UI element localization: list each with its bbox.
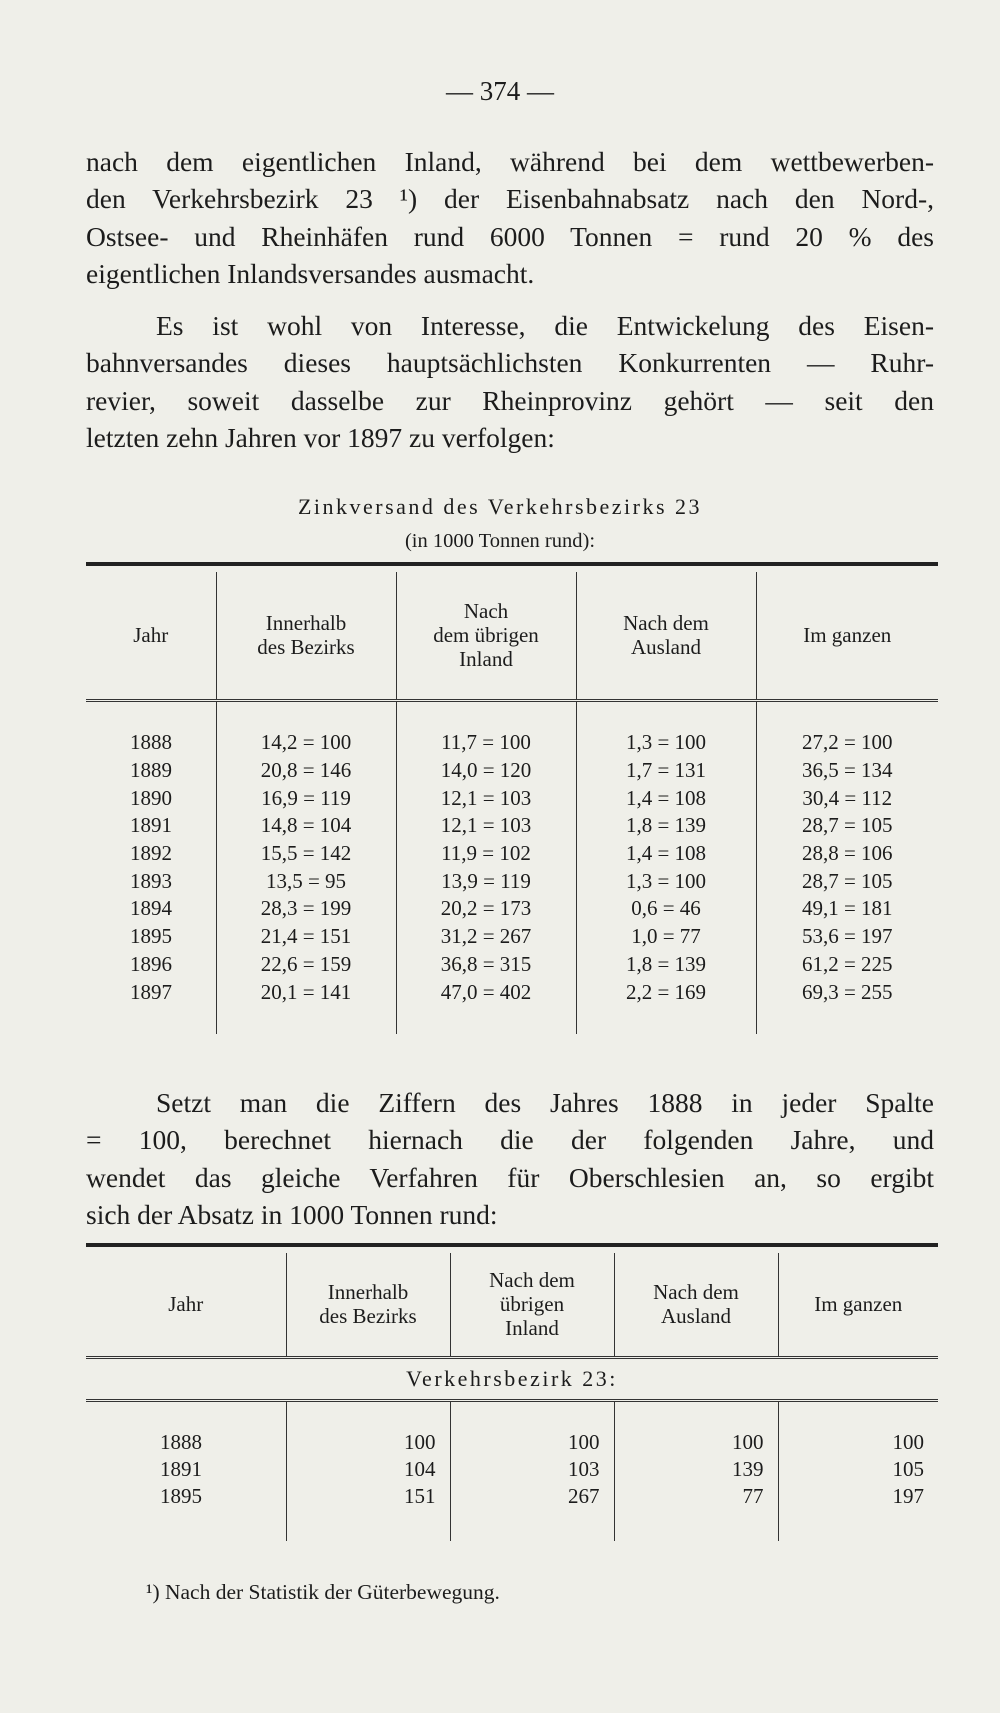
cell: 28,7 = 105	[756, 868, 938, 896]
cell: 27,2 = 100	[756, 729, 938, 757]
text-line: Ostsee- und Rheinhäfen rund 6000 Tonnen = rund 20 % des	[86, 220, 934, 252]
cell: 12,1 = 103	[396, 812, 576, 840]
cell: 267	[450, 1483, 614, 1510]
cell: 20,2 = 173	[396, 895, 576, 923]
cell: 1890	[130, 785, 172, 810]
text-line: Setzt man die Ziffern des Jahres 1888 in jeder Spalte	[156, 1087, 934, 1118]
cell: 31,2 = 267	[396, 923, 576, 951]
cell: 1895	[130, 924, 172, 949]
text-line: letzten zehn Jahren vor 1897 zu verfolgen:	[86, 422, 555, 454]
cell: 14,0 = 120	[396, 757, 576, 785]
header-im-ganzen: Im ganzen	[756, 572, 938, 700]
text-line: = 100, berechnet hiernach die der folgenden Jahre, und	[86, 1124, 934, 1156]
text-line: sich der Absatz in 1000 Tonnen rund:	[86, 1199, 498, 1231]
cell: 28,3 = 199	[216, 895, 396, 923]
cell: 22,6 = 159	[216, 951, 396, 979]
cell: 49,1 = 181	[756, 895, 938, 923]
cell: 1897	[130, 979, 172, 1004]
cell: 1888	[130, 730, 172, 755]
cell: 16,9 = 119	[216, 785, 396, 813]
cell: 1896	[130, 951, 172, 976]
header-jahr: Jahr	[168, 1292, 204, 1317]
header-uebrigen-inland: Nach dem übrigen Inland	[450, 1253, 614, 1357]
cell: 77	[614, 1483, 778, 1510]
paragraph-2	[86, 307, 934, 457]
cell: 103	[450, 1456, 614, 1483]
table-row	[86, 868, 938, 896]
table-row	[86, 840, 938, 868]
cell: 1,0 = 77	[576, 923, 756, 951]
table1-caption: Zinkversand des Verkehrsbezirks 23	[297, 494, 703, 519]
cell: 13,5 = 95	[216, 868, 396, 896]
cell: 1888	[160, 1429, 202, 1454]
cell: 104	[286, 1456, 450, 1483]
table-row	[86, 979, 938, 1007]
cell: 36,5 = 134	[756, 757, 938, 785]
cell: 139	[614, 1456, 778, 1483]
text-line: den Verkehrsbezirk 23 ¹) der Eisenbahnabsatz nach den Nord-,	[86, 183, 934, 215]
cell: 14,2 = 100	[216, 729, 396, 757]
cell: 47,0 = 402	[396, 979, 576, 1007]
table-row	[86, 923, 938, 951]
cell: 20,8 = 146	[216, 757, 396, 785]
table-row	[86, 1456, 938, 1483]
cell: 30,4 = 112	[756, 785, 938, 813]
zinc-shipment-table	[86, 562, 938, 1034]
cell: 1,4 = 108	[576, 840, 756, 868]
table1-subcaption: (in 1000 Tonnen rund):	[404, 530, 596, 552]
cell: 1895	[160, 1484, 202, 1509]
paragraph-3	[86, 1084, 934, 1234]
cell: 151	[286, 1483, 450, 1510]
cell: 1,3 = 100	[576, 868, 756, 896]
cell: 28,8 = 106	[756, 840, 938, 868]
header-uebrigen-inland: Nach dem übrigen Inland	[396, 572, 576, 700]
cell: 100	[450, 1429, 614, 1456]
cell: 28,7 = 105	[756, 812, 938, 840]
cell: 14,8 = 104	[216, 812, 396, 840]
cell: 105	[778, 1456, 938, 1483]
cell: 36,8 = 315	[396, 951, 576, 979]
cell: 11,7 = 100	[396, 729, 576, 757]
table-row	[86, 1483, 938, 1510]
header-ausland: Nach dem Ausland	[576, 572, 756, 700]
paragraph-1	[86, 143, 934, 293]
cell: 69,3 = 255	[756, 979, 938, 1007]
text-line: eigentlichen Inlandsversandes ausmacht.	[86, 258, 535, 290]
cell: 1889	[130, 757, 172, 782]
cell: 1,8 = 139	[576, 951, 756, 979]
cell: 1,7 = 131	[576, 757, 756, 785]
text-line: Es ist wohl von Interesse, die Entwickelung des Eisen-	[156, 310, 934, 341]
text-line: nach dem eigentlichen Inland, während bei dem wettbewerben-	[86, 146, 934, 177]
cell: 100	[778, 1429, 938, 1456]
table-row	[86, 729, 938, 757]
cell: 0,6 = 46	[576, 895, 756, 923]
text-line: revier, soweit dasselbe zur Rheinprovinz gehört — seit den	[86, 384, 934, 416]
table-row	[86, 812, 938, 840]
cell: 13,9 = 119	[396, 868, 576, 896]
table-row	[86, 951, 938, 979]
cell: 1,4 = 108	[576, 785, 756, 813]
section-heading: Verkehrsbezirk 23:	[406, 1365, 618, 1391]
header-ausland: Nach dem Ausland	[614, 1253, 778, 1357]
cell: 1891	[130, 813, 172, 838]
cell: 53,6 = 197	[756, 923, 938, 951]
table-row	[86, 895, 938, 923]
cell: 1893	[130, 868, 172, 893]
text-line: wendet das gleiche Verfahren für Oberschlesien an, so ergibt	[86, 1161, 934, 1193]
cell: 1894	[130, 896, 172, 921]
cell: 100	[614, 1429, 778, 1456]
cell: 20,1 = 141	[216, 979, 396, 1007]
cell: 1892	[130, 841, 172, 865]
cell: 1,3 = 100	[576, 729, 756, 757]
header-im-ganzen: Im ganzen	[778, 1253, 938, 1357]
footnote: ¹) Nach der Statistik der Güterbewegung.	[146, 1580, 500, 1604]
cell: 12,1 = 103	[396, 785, 576, 813]
table2-header-row	[86, 1253, 938, 1357]
cell: 2,2 = 169	[576, 979, 756, 1007]
cell: 11,9 = 102	[396, 840, 576, 868]
text-line: bahnversandes dieses hauptsächlichsten Konkurrenten — Ruhr-	[86, 347, 934, 379]
cell: 197	[778, 1483, 938, 1510]
cell: 15,5 = 142	[216, 840, 396, 868]
page-number: — 374 —	[446, 76, 554, 106]
index-comparison-table	[86, 1243, 938, 1541]
cell: 61,2 = 225	[756, 951, 938, 979]
cell: 1,8 = 139	[576, 812, 756, 840]
header-innerhalb: Innerhalb des Bezirks	[286, 1253, 450, 1357]
cell: 1891	[160, 1457, 202, 1482]
table-row	[86, 1429, 938, 1456]
header-jahr: Jahr	[133, 623, 169, 648]
table-row	[86, 757, 938, 785]
table1-header-row	[86, 572, 938, 700]
cell: 100	[286, 1429, 450, 1456]
cell: 21,4 = 151	[216, 923, 396, 951]
header-innerhalb: Innerhalb des Bezirks	[216, 572, 396, 700]
table-row	[86, 785, 938, 813]
